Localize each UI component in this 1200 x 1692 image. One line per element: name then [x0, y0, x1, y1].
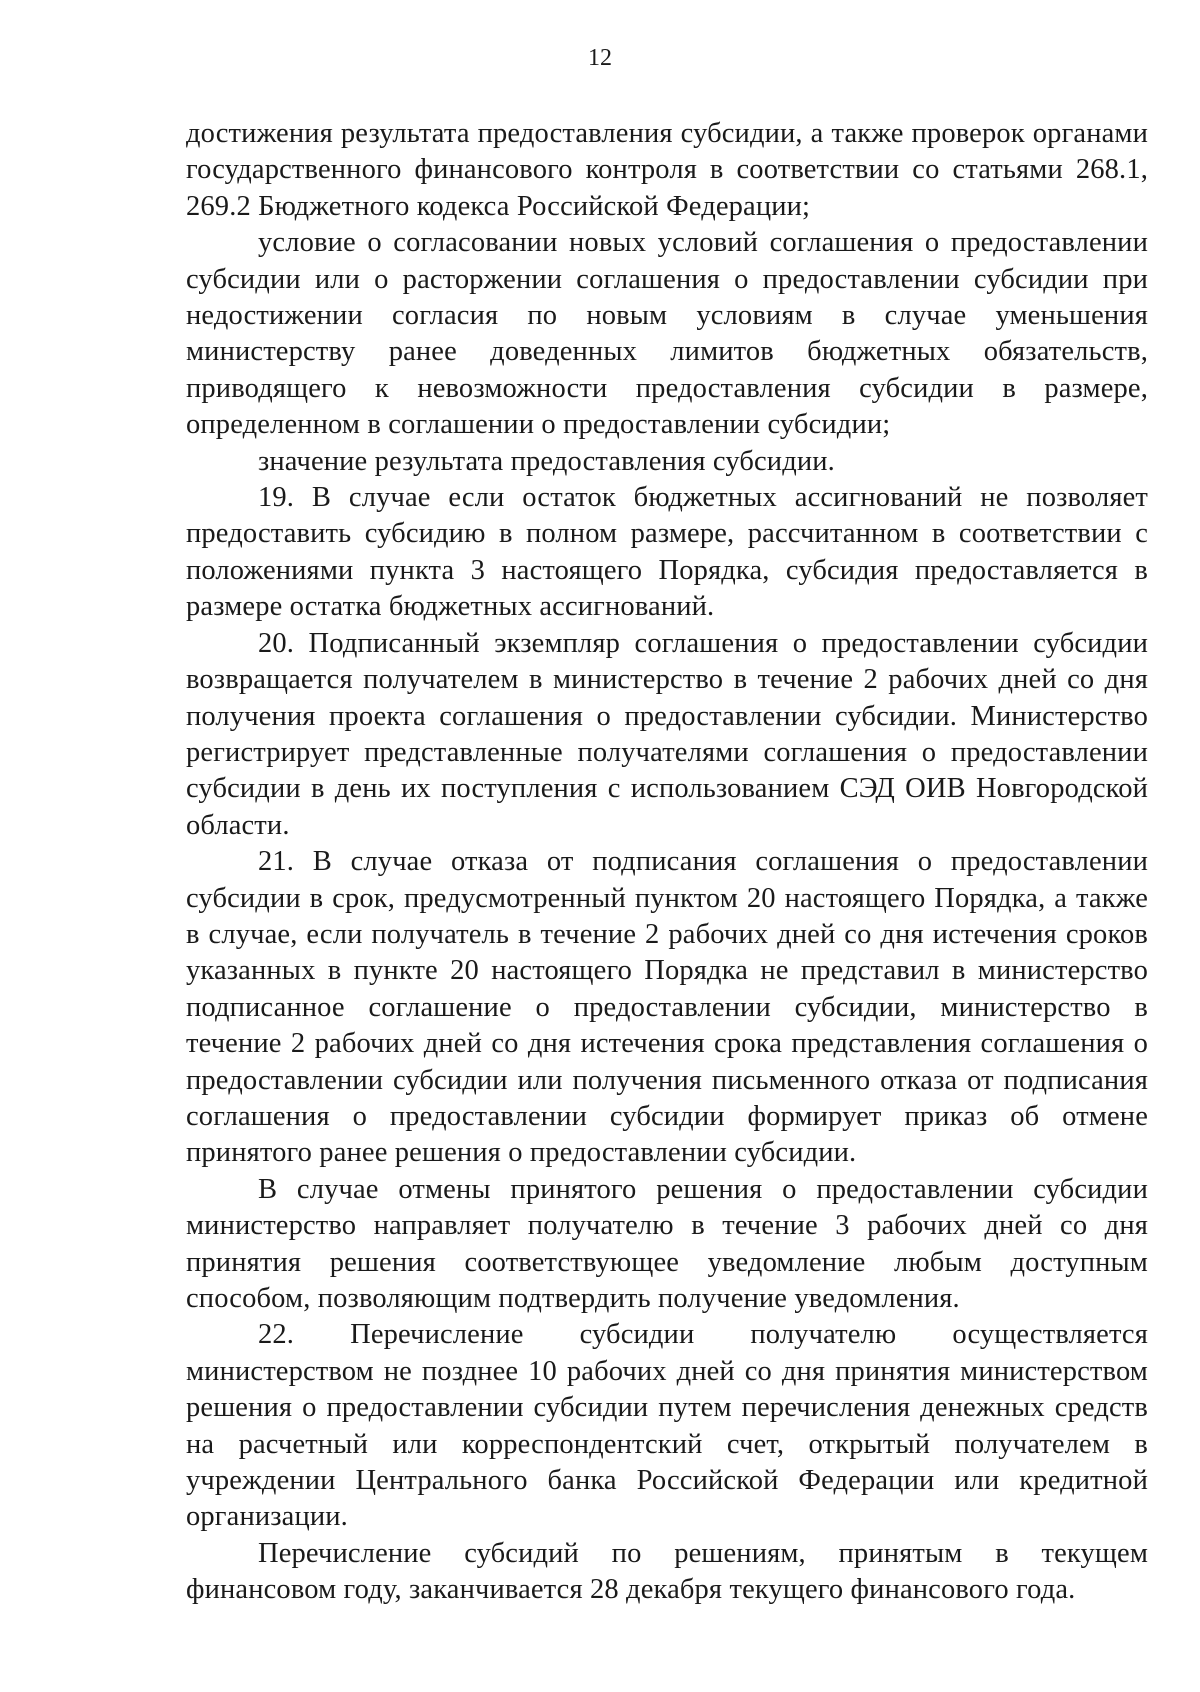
document-body: [186, 116, 1148, 1609]
paragraph-cancellation-notice: В случае отмены принятого решения о предоставлении субсидии министерство направляет получателю в течение 3 рабочих дней со дня принятия решения соответствующее уведомление любым доступным способом, позволяющим подтвердить получение уведомления.: [186, 1173, 1148, 1314]
paragraph-clause-20: 20. Подписанный экземпляр соглашения о предоставлении субсидии возвращается получателем в министерство в течение 2 рабочих дней со дня получения проекта соглашения о предоставлении субсидии. Министерство регистрирует представленные получателями соглашения о предоставлении субсидии в день их поступления с использованием СЭД ОИВ Новгородской области.: [186, 627, 1148, 841]
paragraph-results-control: достижения результата предоставления субсидии, а также проверок органами государственного финансового контроля в соответствии со статьями 268.1, 269.2 Бюджетного кодекса Российской Федерации;: [186, 118, 1148, 222]
paragraph-clause-19: 19. В случае если остаток бюджетных ассигнований не позволяет предоставить субсидию в полном размере, рассчитанном в соответствии с положениями пункта 3 настоящего Порядка, субсидия предоставляется в размере остатка бюджетных ассигнований.: [186, 482, 1148, 623]
paragraph-clause-22: 22. Перечисление субсидии получателю осуществляется министерством не позднее 10 рабочих дней со дня принятия министерством решения о предоставлении субсидии путем перечисления денежных средств на расчетный или корреспондентский счет, открытый получателем в учреждении Центрального банка Российской Федерации или кредитной организации.: [186, 1319, 1148, 1533]
paragraph-result-value: значение результата предоставления субсидии.: [258, 445, 835, 477]
page-number: 12: [588, 45, 612, 71]
paragraph-condition-agreement: условие о согласовании новых условий соглашения о предоставлении субсидии или о расторжении соглашения о предоставлении субсидии при недостижении согласия по новым условиям в случае уменьшения министерству ранее доведенных лимитов бюджетных обязательств, приводящего к невозможности предоставления субсидии в размере, определенном в соглашении о предоставлении субсидии;: [186, 227, 1148, 441]
paragraph-transfer-deadline: Перечисление субсидий по решениям, принятым в текущем финансовом году, заканчивается 28 декабря текущего финансового года.: [186, 1537, 1148, 1606]
paragraph-clause-21: 21. В случае отказа от подписания соглашения о предоставлении субсидии в срок, предусмотренный пунктом 20 настоящего Порядка, а также в случае, если получатель в течение 2 рабочих дней со дня истечения сроков указанных в пункте 20 настоящего Порядка не представил в министерство подписанное соглашение о предоставлении субсидии, министерство в течение 2 рабочих дней со дня истечения срока представления соглашения о предоставлении субсидии или получения письменного отказа от подписания соглашения о предоставлении субсидии формирует приказ об отмене принятого ранее решения о предоставлении субсидии.: [186, 846, 1148, 1169]
